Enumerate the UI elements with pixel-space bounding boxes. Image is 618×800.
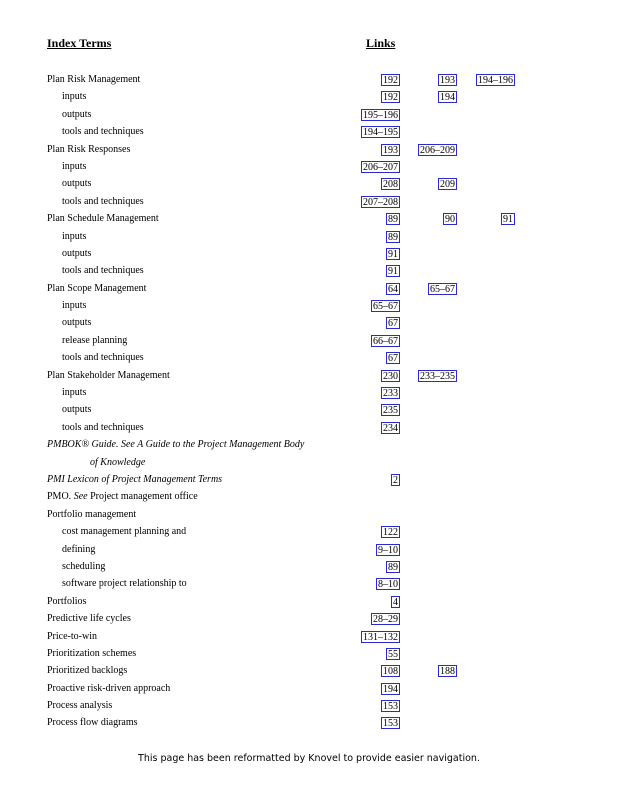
index-entry-row [0,472,618,489]
index-entry-row [0,611,618,628]
page-link[interactable]: 230 [383,370,398,382]
links-heading: Links [366,36,396,50]
index-term [47,491,198,503]
index-term: Predictive life cycles [47,613,131,625]
page-link[interactable]: 194 [383,683,398,695]
page-link[interactable]: 192 [383,75,398,86]
index-term: Plan Scope Management [47,282,147,294]
index-subterm: outputs [62,108,92,120]
index-subterm: inputs [62,300,87,312]
index-term: Portfolios [47,595,87,607]
page-link[interactable]: 65–67 [430,283,455,295]
index-entry-row [0,594,618,611]
index-entry-row [0,715,618,732]
page-link[interactable]: 233–235 [420,370,455,382]
page-link[interactable]: 91 [388,248,398,260]
index-entry-row [0,663,618,680]
index-subterm: outputs [62,404,92,416]
page-link[interactable]: 89 [388,214,398,226]
index-subterm: cost management planning and [62,526,187,538]
page-link[interactable]: 28–29 [373,614,398,626]
index-entry-row [0,263,618,280]
page-link[interactable]: 208 [383,179,398,191]
index-subterm: scheduling [62,560,106,572]
see-reference-label: See [73,491,88,503]
index-entry-list [0,72,618,733]
page-link[interactable]: 153 [383,718,398,730]
index-entry-row [0,159,618,176]
knovel-footer-note: This page has been reformatted by Knovel to provide easier navigation. [138,753,480,764]
index-subterm: software project relationship to [62,578,187,590]
index-subterm: inputs [62,230,87,242]
page-link[interactable]: 153 [383,701,398,713]
page-link[interactable]: 206–207 [363,161,398,173]
index-entry-row [0,194,618,211]
index-header [0,36,618,52]
index-entry-row [0,298,618,315]
index-entry-row [0,176,618,193]
page-link[interactable]: 91 [503,214,513,226]
index-term: Portfolio management [47,508,137,520]
index-entry-row [0,385,618,402]
page-link[interactable]: 55 [388,648,398,660]
page-link[interactable]: 194 [440,92,455,104]
index-subterm: outputs [62,317,92,329]
index-subterm: inputs [62,160,87,172]
index-entry-row [0,229,618,246]
page-link[interactable]: 9–10 [378,544,398,556]
index-entry-row [0,420,618,437]
index-entry-row [0,629,618,646]
page-link[interactable]: 193 [383,144,398,156]
page-link[interactable]: 90 [445,214,455,226]
page-link[interactable]: 235 [383,405,398,417]
index-entry-row [0,402,618,419]
page-link[interactable]: 192 [383,92,398,104]
index-term: Plan Risk Responses [47,143,131,155]
index-term: Plan Risk Management [47,74,141,85]
index-term: Process analysis [47,700,113,712]
index-terms-heading: Index Terms [47,36,112,50]
index-subterm: release planning [62,334,128,346]
page-link[interactable]: 67 [388,318,398,330]
index-entry-row [0,315,618,332]
index-entry-row [0,681,618,698]
page-link[interactable]: 66–67 [373,335,398,347]
index-subterm: tools and techniques [62,265,144,277]
index-subterm: tools and techniques [62,195,144,207]
page-link[interactable]: 67 [388,353,398,365]
index-subterm: outputs [62,178,92,190]
index-entry-row [0,698,618,715]
index-entry-row [0,437,618,454]
page-link[interactable]: 89 [388,561,398,573]
page-link[interactable]: 108 [383,666,398,678]
index-subterm: defining [62,543,96,555]
index-entry-row [0,350,618,367]
page-link[interactable]: 209 [440,179,455,191]
index-term: Prioritized backlogs [47,665,128,677]
index-entry-row [0,455,618,472]
index-entry-row [0,124,618,141]
index-entry-row [0,489,618,506]
index-subterm: tools and techniques [62,352,144,364]
page-link[interactable]: 194–195 [363,127,398,139]
page-link[interactable]: 234 [383,422,398,434]
index-term: PMI Lexicon of Project Management Terms [47,473,223,485]
index-term: of Knowledge [90,456,146,468]
index-term: PMBOK® Guide. See A Guide to the Project Management Body [47,439,305,451]
index-term: Plan Stakeholder Management [47,369,170,381]
page-link[interactable]: 122 [383,527,398,539]
index-entry-row [0,507,618,524]
index-term: Price-to-win [47,630,97,642]
index-entry-row [0,246,618,263]
index-entry-row [0,542,618,559]
index-entry-row [0,72,618,89]
index-term: Process flow diagrams [47,717,138,729]
index-entry-row [0,333,618,350]
page-link[interactable]: 131–132 [363,631,398,643]
index-subterm: inputs [62,387,87,399]
page-link[interactable]: 207–208 [363,196,398,208]
index-term: Proactive risk-driven approach [47,682,171,694]
page-link[interactable]: 195–196 [363,109,398,121]
see-reference-target: Project management office [87,491,198,503]
index-entry-row [0,576,618,593]
page-link[interactable]: 91 [388,266,398,278]
page-link[interactable]: 65–67 [373,301,398,313]
index-entry-row [0,142,618,159]
index-entry-row [0,559,618,576]
page-link[interactable]: 188 [440,666,455,678]
index-term-text: PMO. [47,491,74,503]
index-subterm: outputs [62,247,92,259]
page-link[interactable]: 89 [388,231,398,243]
index-entry-row [0,646,618,663]
page-link[interactable]: 8–10 [378,579,398,591]
index-entry-row [0,107,618,124]
index-entry-row [0,524,618,541]
page-link[interactable]: 64 [388,283,398,295]
index-entry-row [0,89,618,106]
page-link[interactable]: 2 [393,474,398,486]
index-subterm: tools and techniques [62,126,144,138]
index-subterm: inputs [62,91,87,103]
index-term: Prioritization schemes [47,647,137,659]
index-subterm: tools and techniques [62,421,144,433]
index-entry-row [0,211,618,228]
index-entry-row [0,281,618,298]
page-link[interactable]: 4 [393,596,398,608]
page-link[interactable]: 194–196 [478,75,513,86]
page-link[interactable]: 233 [383,388,398,400]
index-term: Plan Schedule Management [47,213,159,225]
page-link[interactable]: 193 [440,75,455,86]
page-link[interactable]: 206–209 [420,144,455,156]
index-entry-row [0,368,618,385]
